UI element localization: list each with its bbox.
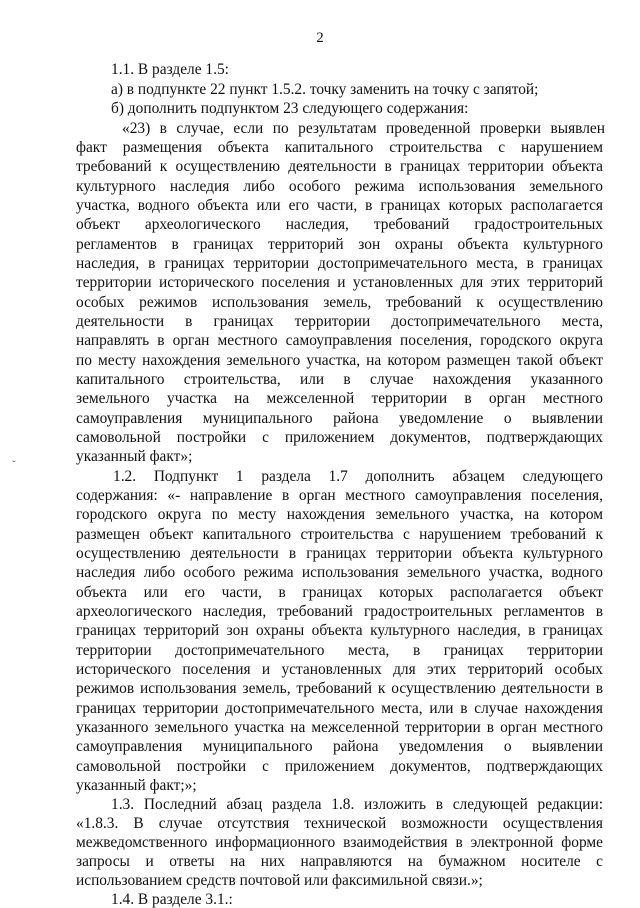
text-line: самоуправления муниципального района уведомление о выявлении bbox=[76, 410, 603, 427]
text-line: межведомственного информационного взаимодействия в электронной форме bbox=[76, 834, 603, 851]
text-line: режимов использования земель, требований к осуществлению деятельности в bbox=[76, 680, 603, 697]
text-line: а) в подпункте 22 пункт 1.5.2. точку заменить на точку с запятой; bbox=[111, 81, 539, 98]
text-line: 1.2. Подпункт 1 раздела 1.7 дополнить абзацем следующего bbox=[113, 468, 603, 485]
text-line: границах территорий зон охраны объекта культурного наследия, в границах bbox=[76, 622, 603, 639]
text-line: самоуправления муниципального района уведомления о выявлении bbox=[76, 738, 603, 755]
text-line: культурного наследия либо особого режима использования земельного bbox=[76, 178, 603, 195]
text-line: городского округа по месту нахождения земельного участка, на котором bbox=[76, 506, 603, 523]
text-line: наследия, в границах территории достопримечательного места, в границах bbox=[76, 255, 603, 272]
text-line: содержания: «- направление в орган местного самоуправления поселения, bbox=[76, 487, 603, 504]
text-line: указанный факт;»; bbox=[76, 777, 197, 794]
text-line: объекта или его части, в границах которых располагается объект bbox=[76, 584, 603, 601]
text-line: указанный факт»; bbox=[76, 448, 193, 465]
text-line: 1.4. В разделе 3.1.: bbox=[111, 891, 233, 908]
text-line: объект археологического наследия, требований градостроительных bbox=[76, 216, 603, 233]
text-line: археологического наследия, требований градостроительных регламентов в bbox=[76, 603, 603, 620]
text-line: «23) в случае, если по результатам проведенной проверки выявлен bbox=[122, 120, 605, 137]
text-line: 1.1. В разделе 1.5: bbox=[111, 61, 229, 78]
text-line: деятельности в границах территории достопримечательного места, bbox=[76, 313, 603, 330]
text-line: территории исторического поселения и установленных для этих территорий bbox=[76, 274, 603, 291]
text-line: особых режимов использования земель, требований к осуществлению bbox=[76, 294, 603, 311]
text-line: указанного земельного участка на межселенной территории в орган местного bbox=[76, 719, 603, 736]
page-number: 2 bbox=[316, 30, 324, 46]
text-line: осуществлению деятельности в границах территории объекта культурного bbox=[76, 545, 603, 562]
margin-mark: ˇ bbox=[12, 459, 16, 471]
text-line: регламентов в границах территорий зон охраны объекта культурного bbox=[76, 236, 603, 253]
text-line: размещен объект капитального строительства с нарушением требований к bbox=[76, 526, 603, 543]
text-line: земельного участка на межселенной территории в орган местного bbox=[76, 390, 603, 407]
text-line: направлять в орган местного самоуправления поселения, городского округа bbox=[76, 332, 603, 349]
text-line: запросы и ответы на них направляются на бумажном носителе с bbox=[76, 853, 603, 870]
text-line: требований к осуществлению деятельности в границах территории объекта bbox=[76, 158, 603, 175]
text-line: участка, водного объекта или его части, в границах которых располагается bbox=[76, 197, 603, 214]
text-line: исторического поселения и установленных для этих территорий особых bbox=[76, 661, 603, 678]
text-line: самовольной постройки с приложением документов, подтверждающих bbox=[76, 758, 603, 775]
text-line: по месту нахождения земельного участка, на котором размещен такой объект bbox=[76, 352, 603, 369]
text-line: наследия либо особого режима использования земельного участка, водного bbox=[76, 564, 603, 581]
text-line: б) дополнить подпунктом 23 следующего содержания: bbox=[111, 100, 469, 117]
text-line: границах территории достопримечательного места, или в случае нахождения bbox=[76, 700, 603, 717]
text-line: капитального строительства, или в случае нахождения указанного bbox=[76, 371, 603, 388]
text-line: факт размещения объекта капитального строительства с нарушением bbox=[76, 139, 603, 156]
text-line: использованием средств почтовой или факсимильной связи.»; bbox=[76, 872, 483, 889]
text-line: «1.8.3. В случае отсутствия технической возможности осуществления bbox=[76, 815, 603, 832]
text-line: территории достопримечательного места, в границах территории bbox=[76, 642, 603, 659]
text-line: 1.3. Последний абзац раздела 1.8. изложить в следующей редакции: bbox=[111, 796, 603, 813]
text-line: самовольной постройки с приложением документов, подтверждающих bbox=[76, 429, 603, 446]
